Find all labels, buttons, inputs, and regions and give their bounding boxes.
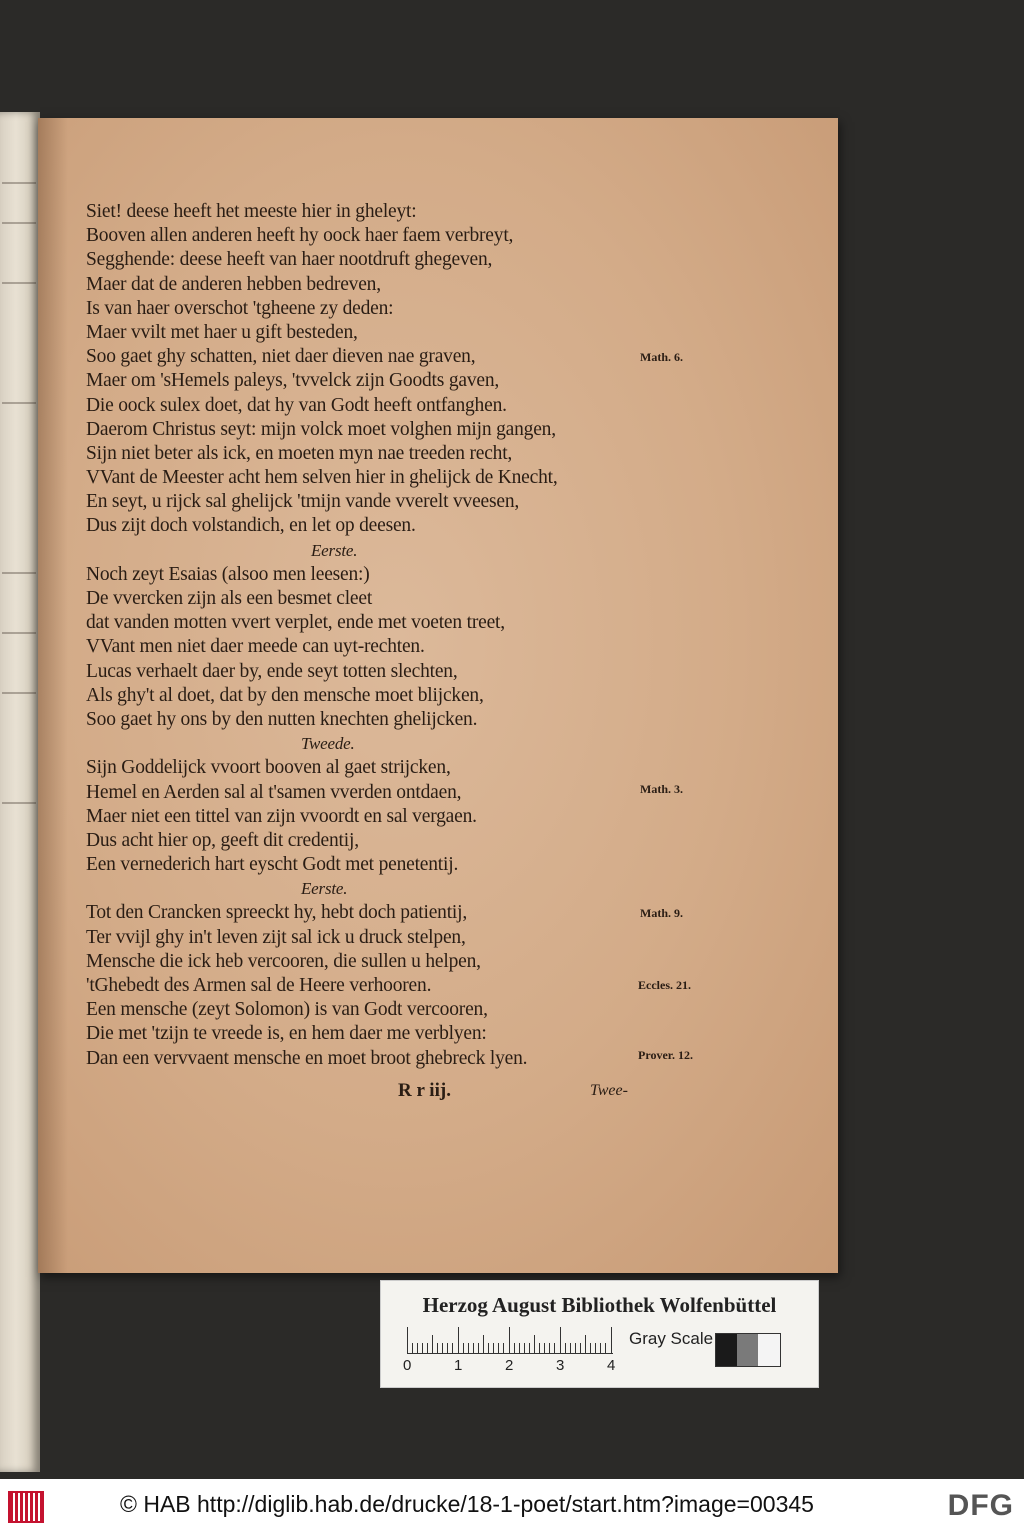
text-line: En seyt, u rijck sal ghelijck 'tmijn vande vverelt vveesen, [86, 491, 520, 513]
text-line: 'tGhebedt des Armen sal de Heere verhooren. [86, 975, 432, 996]
scanned-page [38, 118, 838, 1273]
text-line: Daerom Christus seyt: mijn volck moet volghen mijn gangen, [86, 418, 556, 440]
text-line: Die oock sulex doet, dat hy van Godt heeft ontfanghen. [86, 394, 507, 416]
text-line: Siet! deese heeft het meeste hier in gheleyt: [86, 201, 417, 222]
previous-leaf-edge [0, 112, 40, 1472]
text-line: Maer om 'sHemels paleys, 'tvvelck zijn Goodts gaven, [86, 370, 500, 392]
text-line: Als ghy't al doet, dat by den mensche moet blijcken, [86, 684, 484, 706]
text-line: Dus zijt doch volstandich, en let op deesen. [86, 515, 416, 537]
text-line: Mensche die ick heb vercooren, die sullen u helpen, [86, 950, 481, 972]
text-line: Maer niet een tittel van zijn vvoordt en sal vergaen. [86, 805, 477, 827]
scale-number: 2 [505, 1357, 514, 1374]
text-line: Noch zeyt Esaias (alsoo men leesen:) [86, 563, 370, 585]
library-color-label [380, 1280, 819, 1388]
text-line: VVant de Meester acht hem selven hier in ghelijck de Knecht, [86, 467, 558, 489]
text-line: Sijn Goddelijck vvoort booven al gaet strijcken, [86, 757, 451, 779]
institution-name: Herzog August Bibliothek Wolfenbüttel [422, 1293, 777, 1317]
text-line: Lucas verhaelt daer by, ende seyt totten slechten, [86, 660, 458, 682]
marginal-note: Math. 9. [640, 906, 683, 920]
scale-number: 4 [607, 1357, 616, 1374]
section-heading: Tweede. [301, 734, 355, 754]
page-text [86, 200, 706, 1071]
gray-scale-swatch [715, 1333, 781, 1367]
section-heading: Eerste. [311, 540, 358, 560]
signature-mark: R r iij. [398, 1080, 451, 1101]
hab-logo-icon[interactable] [8, 1491, 44, 1523]
scale-number: 3 [556, 1357, 565, 1374]
text-line: Is van haer overschot 'tgheene zy deden: [86, 297, 394, 319]
text-line: Die met 'tzijn te vreede is, en hem daer me verblyen: [86, 1023, 487, 1045]
text-line: Maer dat de anderen hebben bedreven, [86, 273, 381, 295]
footer-bar [0, 1479, 1024, 1535]
text-line: Ter vvijl ghy in't leven zijt sal ick u druck stelpen, [86, 926, 466, 948]
marginal-note: Eccles. 21. [638, 978, 691, 992]
text-line: Sijn niet beter als ick, en moeten myn nae treeden recht, [86, 442, 513, 464]
text-line: Soo gaet ghy schatten, niet daer dieven nae graven, [86, 346, 476, 368]
text-line: VVant men niet daer meede can uyt-rechten. [86, 636, 425, 658]
text-line: Maer vvilt met haer u gift besteden, [86, 321, 358, 343]
scale-number: 1 [454, 1357, 463, 1374]
scale-number: 0 [403, 1357, 412, 1374]
text-line: Een mensche (zeyt Solomon) is van Godt vercooren, [86, 999, 488, 1021]
copyright-link[interactable]: © HAB http://diglib.hab.de/drucke/18-1-poet/start.htm?image=00345 [120, 1491, 814, 1517]
section-heading: Eerste. [301, 879, 348, 899]
text-line: Booven allen anderen heeft hy oock haer faem verbreyt, [86, 225, 514, 247]
text-line: Tot den Crancken spreeckt hy, hebt doch patientij, [86, 902, 468, 924]
marginal-note: Prover. 12. [638, 1048, 693, 1062]
text-line: dat vanden motten vvert verplet, ende met voeten treet, [86, 612, 505, 634]
text-line: De vvercken zijn als een besmet cleet [86, 588, 373, 609]
marginal-note: Math. 3. [640, 782, 683, 796]
catchword: Twee- [590, 1082, 628, 1099]
marginal-note: Math. 6. [640, 350, 683, 364]
text-line: Segghende: deese heeft van haer nootdruft ghegeven, [86, 249, 493, 271]
dfg-logo[interactable]: DFG [947, 1489, 1014, 1522]
scale-ruler [407, 1327, 613, 1354]
text-line: Dan een vervvaent mensche en moet broot ghebreck lyen. [86, 1047, 528, 1069]
text-line: Dus acht hier op, geeft dit credentij, [86, 829, 359, 851]
text-line: Soo gaet hy ons by den nutten knechten ghelijcken. [86, 708, 478, 730]
gray-scale-label: Gray Scale [629, 1329, 714, 1348]
text-line: Hemel en Aerden sal al t'samen vverden ontdaen, [86, 781, 462, 803]
text-line: Een vernederich hart eyscht Godt met penetentij. [86, 854, 459, 876]
